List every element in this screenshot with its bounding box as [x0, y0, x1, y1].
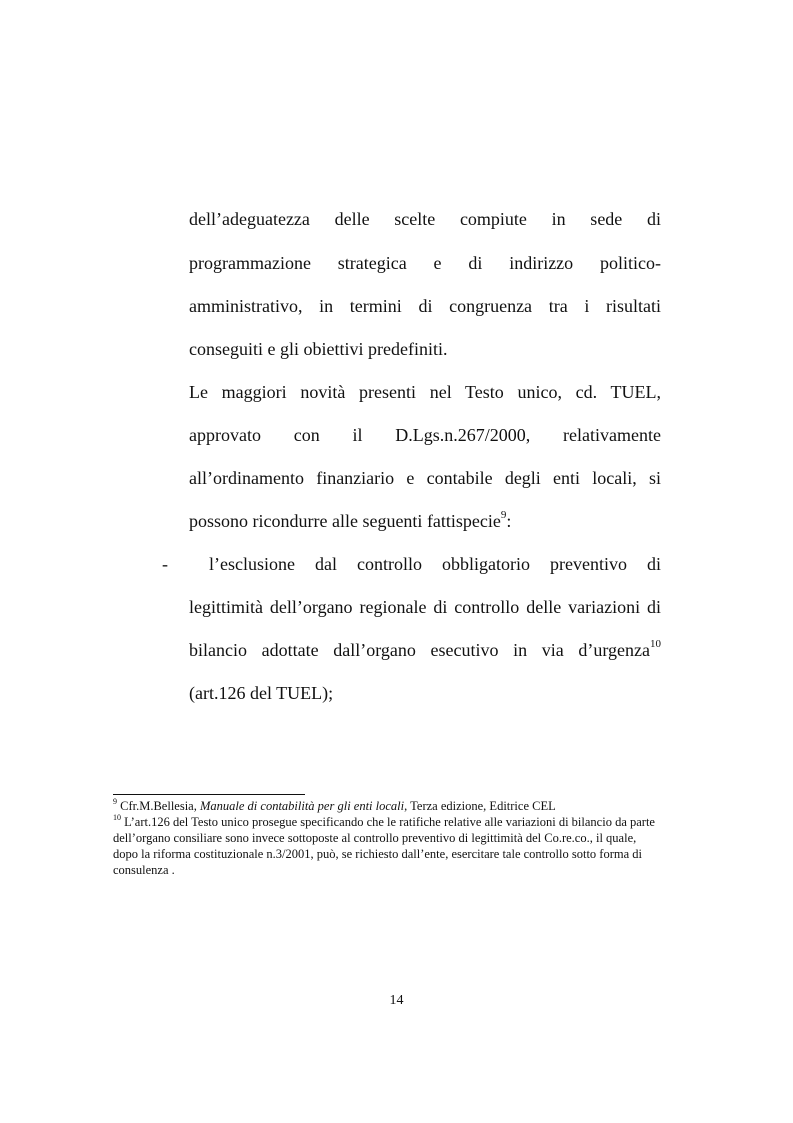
body-line-8-end: :	[506, 511, 512, 531]
body-line-8	[189, 509, 661, 533]
footnote-9-post: , Terza edizione, Editrice CEL	[404, 799, 556, 813]
footnote-separator	[113, 794, 305, 795]
bullet-line-2: legittimità dell’organo regionale di controllo delle variazioni di	[189, 597, 661, 617]
footnote-10-line-1	[113, 812, 693, 831]
footnote-9	[113, 796, 693, 815]
body-line-1: dell’adeguatezza delle scelte compiute in sede di	[189, 209, 661, 229]
footnote-9-number: 9	[113, 796, 117, 806]
page-number: 14	[389, 993, 404, 1008]
footnote-ref-9: 9	[500, 509, 507, 521]
footnote-10-line-3: dopo la riforma costituzionale n.3/2001, può, se richiesto dall’ente, esercitare tale controllo sotto forma di	[113, 847, 643, 861]
footnote-9-pre: Cfr.M.Bellesia,	[120, 799, 200, 813]
body-line-8-text: possono ricondurre alle seguenti fattispecie	[189, 511, 501, 531]
footnote-10-number: 10	[113, 812, 121, 822]
body-line-6: approvato con il D.Lgs.n.267/2000, relativamente	[189, 425, 661, 445]
footnote-10-line-1-text: L’art.126 del Testo unico prosegue specificando che le ratifiche relative alle variazioni di bilancio da parte	[124, 815, 655, 829]
bullet-line-1: l’esclusione dal controllo obbligatorio preventivo di	[209, 554, 661, 574]
body-line-5: Le maggiori novità presenti nel Testo unico, cd. TUEL,	[189, 382, 661, 402]
footnote-10-line-4: consulenza .	[113, 863, 175, 877]
bullet-line-3-text: bilancio adottate dall’organo esecutivo in via d’urgenza	[189, 640, 650, 660]
bullet-line-4: (art.126 del TUEL);	[189, 683, 334, 703]
bullet-line-3	[189, 638, 661, 662]
footnote-ref-10: 10	[650, 638, 661, 650]
body-line-2: programmazione strategica e di indirizzo politico-	[189, 253, 661, 273]
footnote-10-line-2: dell’organo consiliare sono invece sottoposte al controllo preventivo di legittimità del Co.re.co., il quale,	[113, 831, 637, 845]
footnote-9-title: Manuale di contabilità per gli enti locali	[199, 799, 405, 813]
body-line-7: all’ordinamento finanziario e contabile degli enti locali, si	[189, 468, 661, 488]
body-line-3: amministrativo, in termini di congruenza tra i risultati	[189, 296, 661, 316]
bullet-marker: -	[162, 554, 168, 574]
body-line-4: conseguiti e gli obiettivi predefiniti.	[189, 339, 448, 359]
